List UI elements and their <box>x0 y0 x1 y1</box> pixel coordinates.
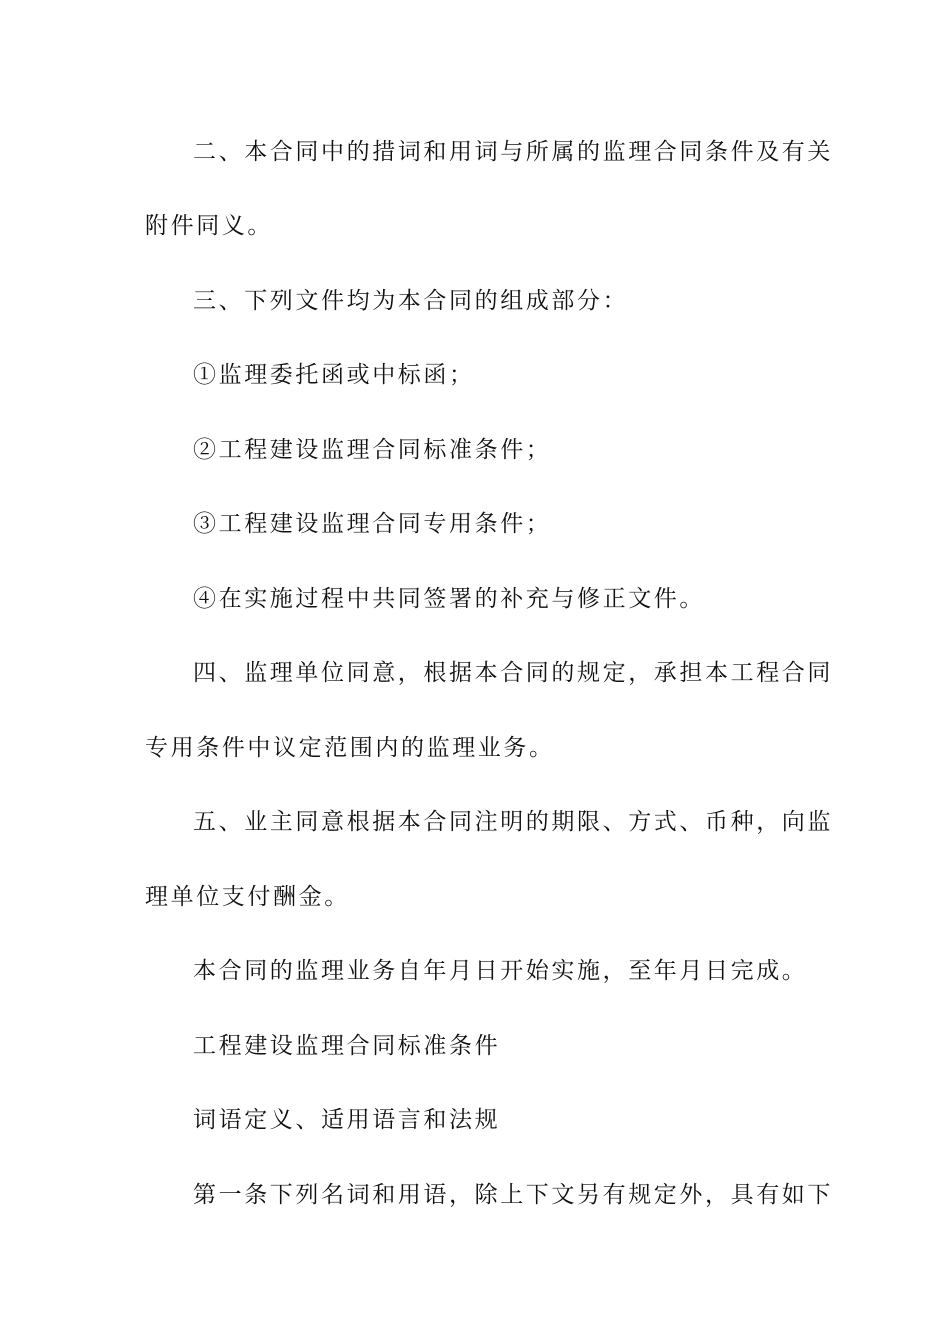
paragraph-line: 第一条下列名词和用语，除上下文另有规定外，具有如下 <box>193 1182 833 1208</box>
paragraph-line: 二、本合同中的措词和用词与所属的监理合同条件及有关 <box>193 139 833 165</box>
paragraph-line: 附件同义。 <box>145 213 273 239</box>
list-item: ②工程建设监理合同标准条件； <box>193 437 552 463</box>
section-heading: 工程建设监理合同标准条件 <box>193 1033 501 1059</box>
paragraph-line: 本合同的监理业务自年月日开始实施，至年月日完成。 <box>193 958 808 984</box>
paragraph-line: 理单位支付酬金。 <box>145 884 350 910</box>
paragraph-line: 五、业主同意根据本合同注明的期限、方式、币种，向监 <box>193 809 833 835</box>
list-item: ③工程建设监理合同专用条件； <box>193 511 552 537</box>
paragraph-line: 三、下列文件均为本合同的组成部分： <box>193 288 629 314</box>
paragraph-line: 四、监理单位同意，根据本合同的规定，承担本工程合同 <box>193 660 833 686</box>
paragraph-line: 专用条件中议定范围内的监理业务。 <box>145 735 555 761</box>
list-item: ④在实施过程中共同签署的补充与修正文件。 <box>193 586 705 612</box>
section-subheading: 词语定义、适用语言和法规 <box>193 1107 501 1133</box>
list-item: ①监理委托函或中标函； <box>193 362 475 388</box>
